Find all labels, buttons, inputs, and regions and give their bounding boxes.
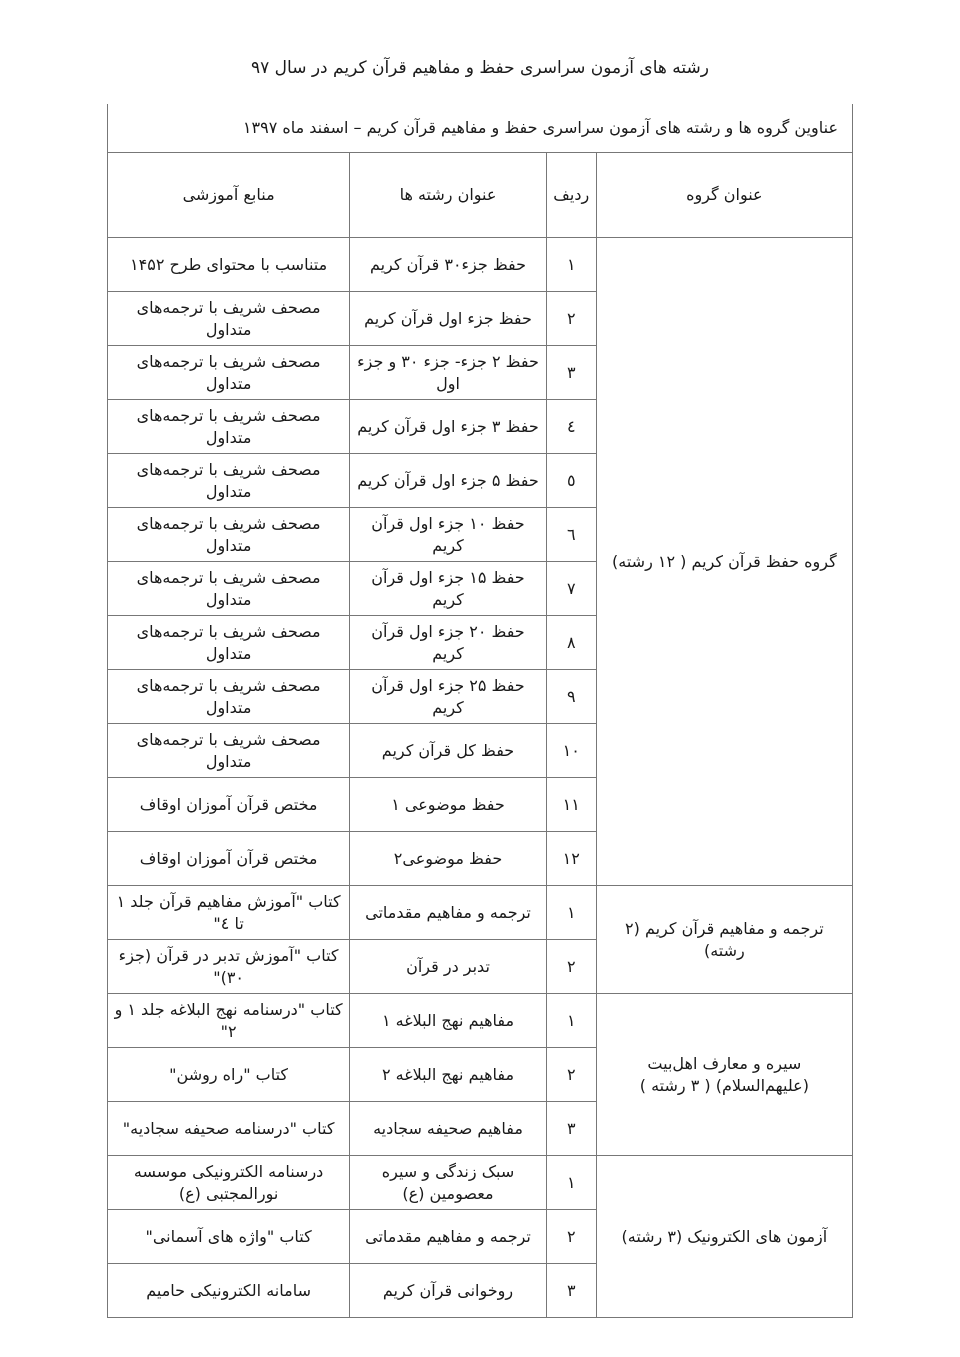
table-row — [108, 238, 853, 292]
row-number: ۸ — [546, 616, 596, 670]
field-title: سبک زندگی و سیره معصومین (ع) — [350, 1156, 547, 1210]
row-number: ٤ — [546, 400, 596, 454]
row-number: ۱۲ — [546, 832, 596, 886]
row-number: ۱۱ — [546, 778, 596, 832]
row-number: ۷ — [546, 562, 596, 616]
field-title: حفظ ۱۵ جزء اول قرآن کریم — [350, 562, 547, 616]
row-number: ۹ — [546, 670, 596, 724]
field-title: حفظ ۲۰ جزء اول قرآن کریم — [350, 616, 547, 670]
field-title: حفظ جزء۳۰ قرآن کریم — [350, 238, 547, 292]
table-caption: عناوین گروه ها و رشته های آزمون سراسری حفظ و مفاهیم قرآن کریم – اسفند ماه ۱۳۹۷ — [108, 104, 853, 153]
group-title: سیره و معارف اهل‌بیت (علیهم‌السلام) ( ۳ رشته ) — [596, 994, 852, 1156]
row-number: ۳ — [546, 1102, 596, 1156]
row-number: ۲ — [546, 1048, 596, 1102]
row-number: ۲ — [546, 940, 596, 994]
row-number: ٦ — [546, 508, 596, 562]
training-source: سامانه الکترونیکی حامیم — [108, 1264, 350, 1318]
header-source: منابع آموزشی — [108, 153, 350, 238]
field-title: حفظ ۲ جزء- جزء ۳۰ و جزء اول — [350, 346, 547, 400]
field-title: ترجمه و مفاهیم مقدماتی — [350, 886, 547, 940]
table-row — [108, 1156, 853, 1210]
training-source: کتاب "درسنامه نهج البلاغه جلد ۱ و ۲" — [108, 994, 350, 1048]
document-title: رشته های آزمون سراسری حفظ و مفاهیم قرآن کریم در سال ۹۷ — [251, 58, 709, 78]
field-title: حفظ جزء اول قرآن کریم — [350, 292, 547, 346]
row-number: ۲ — [546, 292, 596, 346]
row-number: ۱ — [546, 994, 596, 1048]
training-source: کتاب "آموزش مفاهیم قرآن جلد ۱ تا ٤" — [108, 886, 350, 940]
table-row — [108, 886, 853, 940]
training-source: کتاب "واژه های آسمانی" — [108, 1210, 350, 1264]
training-source: درسنامه الکترونیکی موسسه نورالمجتبی (ع) — [108, 1156, 350, 1210]
header-group: عنوان گروه — [596, 153, 852, 238]
row-number: ۱۰ — [546, 724, 596, 778]
group-title: ترجمه و مفاهیم قرآن کریم (۲ رشته) — [596, 886, 852, 994]
training-source: مختص قرآن آموزان اوقاف — [108, 778, 350, 832]
row-number: ۲ — [546, 1210, 596, 1264]
field-title: حفظ ۳ جزء اول قرآن کریم — [350, 400, 547, 454]
training-source: مصحف شریف با ترجمه‌های متداول — [108, 616, 350, 670]
training-source: مختص قرآن آموزان اوقاف — [108, 832, 350, 886]
field-title: حفظ کل قرآن کریم — [350, 724, 547, 778]
field-title: روخوانی قرآن کریم — [350, 1264, 547, 1318]
training-source: مصحف شریف با ترجمه‌های متداول — [108, 400, 350, 454]
row-number: ۱ — [546, 886, 596, 940]
field-title: مفاهیم نهج البلاغه ۲ — [350, 1048, 547, 1102]
training-source: مصحف شریف با ترجمه‌های متداول — [108, 562, 350, 616]
training-source: مصحف شریف با ترجمه‌های متداول — [108, 454, 350, 508]
row-number: ۳ — [546, 346, 596, 400]
training-source: کتاب "درسنامه صحیفه سجادیه" — [108, 1102, 350, 1156]
field-title: حفظ ۵ جزء اول قرآن کریم — [350, 454, 547, 508]
row-number: ٥ — [546, 454, 596, 508]
training-source: مصحف شریف با ترجمه‌های متداول — [108, 508, 350, 562]
field-title: ترجمه و مفاهیم مقدماتی — [350, 1210, 547, 1264]
group-title: آزمون های الکترونیک (۳ رشته) — [596, 1156, 852, 1318]
row-number: ۱ — [546, 1156, 596, 1210]
table-row — [108, 994, 853, 1048]
training-source: مصحف شریف با ترجمه‌های متداول — [108, 724, 350, 778]
row-number: ۳ — [546, 1264, 596, 1318]
training-source: کتاب "راه روشن" — [108, 1048, 350, 1102]
row-number: ۱ — [546, 238, 596, 292]
field-title: حفظ ۲۵ جزء اول قرآن کریم — [350, 670, 547, 724]
header-field: عنوان رشته ها — [350, 153, 547, 238]
training-source: کتاب "آموزش تدبر در قرآن (جزء ۳۰)" — [108, 940, 350, 994]
training-source: مصحف شریف با ترجمه‌های متداول — [108, 670, 350, 724]
field-title: حفظ موضوعی۲ — [350, 832, 547, 886]
table-caption-row — [108, 104, 853, 153]
table-header-row — [108, 153, 853, 238]
field-title: حفظ ۱۰ جزء اول قرآن کریم — [350, 508, 547, 562]
fields-table — [107, 104, 853, 1318]
field-title: مفاهیم نهج البلاغه ۱ — [350, 994, 547, 1048]
training-source: مصحف شریف با ترجمه‌های متداول — [108, 346, 350, 400]
header-num: ردیف — [546, 153, 596, 238]
training-source: مصحف شریف با ترجمه‌های متداول — [108, 292, 350, 346]
field-title: تدبر در قرآن — [350, 940, 547, 994]
field-title: مفاهیم صحیفه سجادیه — [350, 1102, 547, 1156]
group-title: گروه حفظ قرآن کریم ( ۱۲ رشته) — [596, 238, 852, 886]
field-title: حفظ موضوعی ۱ — [350, 778, 547, 832]
training-source: متناسب با محتوای طرح ۱۴۵۲ — [108, 238, 350, 292]
